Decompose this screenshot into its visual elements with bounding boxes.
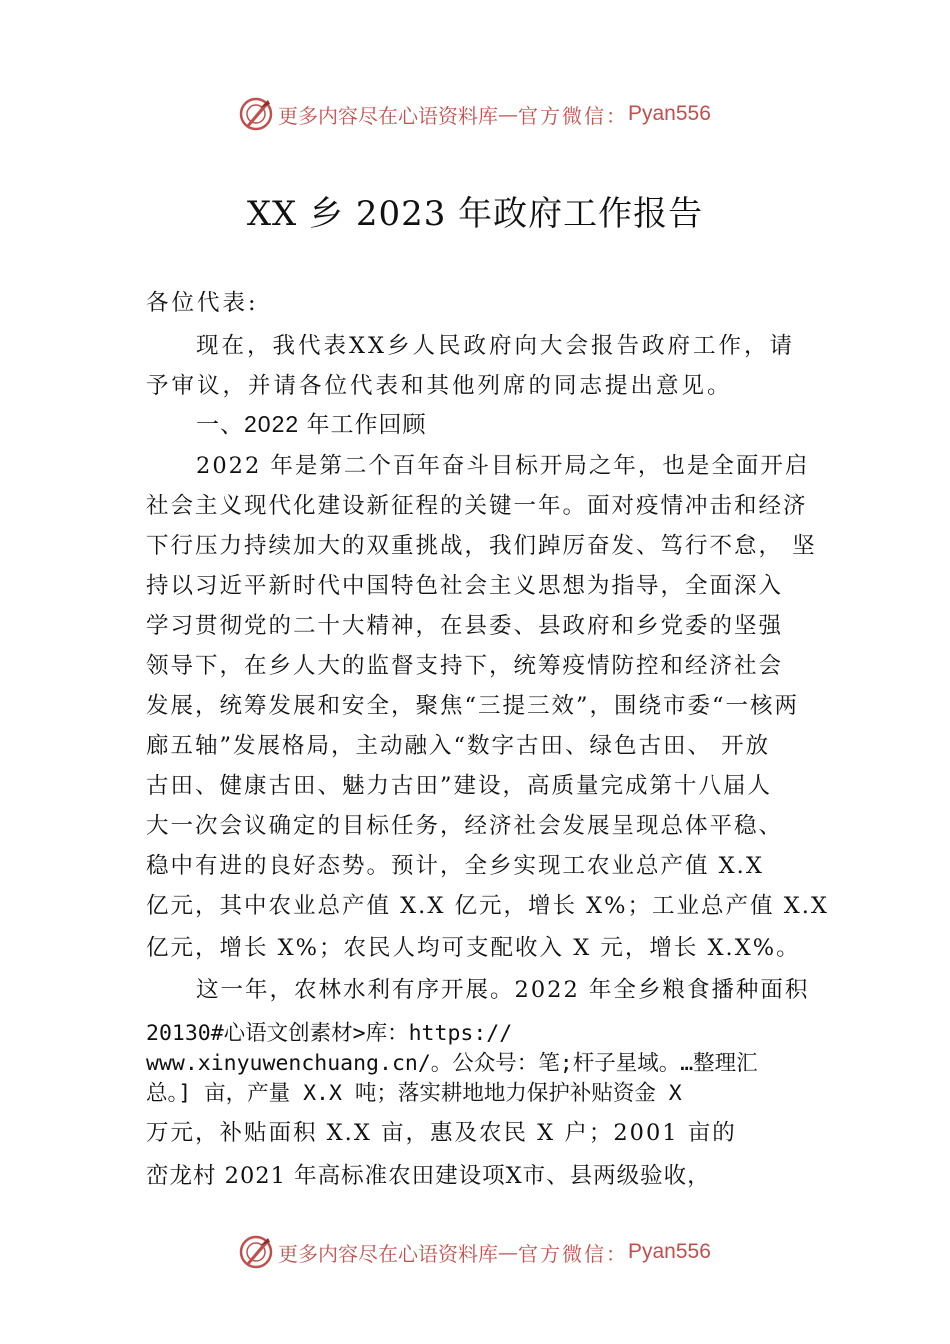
paragraph-line: 现在，我代表XX乡人民政府向大会报告政府工作，请 <box>196 333 796 359</box>
paragraph-line: 20130#心语文创素材>库：https:// <box>146 1021 513 1046</box>
banner-wechat-label: 官方微信： <box>518 1241 628 1266</box>
banner-slogan: 更多内容尽在心语资料库 <box>278 103 498 128</box>
footer-banner <box>238 1232 758 1272</box>
banner-wechat-id: Pyan556 <box>628 1240 711 1263</box>
salutation: 各位代表: <box>146 290 259 316</box>
paragraph-line: www.xinyuwenchuang.cn/。公众号：笔;杆子星域。…整理汇 <box>146 1051 758 1076</box>
section-heading: 一、2022 年工作回顾 <box>196 411 427 437</box>
paragraph-line: 予审议，并请各位代表和其他列席的同志提出意见。 <box>146 373 733 399</box>
paragraph-line: 持以习近平新时代中国特色社会主义思想为指导，全面深入 <box>146 573 784 599</box>
paragraph-line: 这一年，农林水利有序开展。2022 年全乡粮食播种面积 <box>196 977 810 1003</box>
paragraph-line: 峦龙村 2021 年高标准农田建设项X市、县两级验收， <box>146 1163 711 1189</box>
paragraph-line: 2022 年是第二个百年奋斗目标开局之年，也是全面开启 <box>196 453 810 479</box>
document-title: XX 乡 2023 年政府工作报告 <box>246 194 704 234</box>
paragraph-line: 大一次会议确定的目标任务，经济社会发展呈现总体平稳、 <box>146 813 784 839</box>
paragraph-line: 学习贯彻党的二十大精神，在县委、县政府和乡党委的坚强 <box>146 613 784 639</box>
paragraph-line: 廊五轴”发展格局，主动融入“数字古田、绿色古田、 开放 <box>146 733 771 759</box>
paragraph-line: 领导下，在乡人大的监督支持下，统筹疫情防控和经济社会 <box>146 653 784 679</box>
banner-slogan: 更多内容尽在心语资料库 <box>278 1241 498 1266</box>
paragraph-line: 亿元，其中农业总产值 X.X 亿元，增长 X%；工业总产值 X.X <box>146 893 829 919</box>
paragraph-line: 下行压力持续加大的双重挑战，我们踔厉奋发、笃行不怠， 坚 <box>146 533 817 559</box>
banner-wechat-id: Pyan556 <box>628 102 711 125</box>
paragraph-line: 发展，统筹发展和安全，聚焦“三提三效”，围绕市委“一核两 <box>146 693 800 719</box>
paragraph-line: 稳中有进的良好态势。预计，全乡实现工农业总产值 X.X <box>146 853 764 879</box>
paragraph-line: 总。] 亩，产量 X.X 吨；落实耕地地力保护补贴资金 X <box>146 1081 682 1106</box>
banner-wechat-label: 官方微信： <box>518 103 628 128</box>
quill-logo-icon <box>238 1234 274 1270</box>
paragraph-line: 亿元，增长 X%；农民人均可支配收入 X 元，增长 X.X%。 <box>146 935 801 961</box>
quill-logo-icon <box>238 96 274 132</box>
paragraph-line: 古田、健康古田、魅力古田”建设，高质量完成第十八届人 <box>146 773 773 799</box>
paragraph-line: 社会主义现代化建设新征程的关键一年。面对疫情冲击和经济 <box>146 493 808 519</box>
banner-dash: — <box>498 102 518 126</box>
banner-dash: — <box>498 1240 518 1264</box>
paragraph-line: 万元，补贴面积 X.X 亩，惠及农民 X 户；2001 亩的 <box>146 1120 737 1146</box>
header-banner <box>238 94 758 134</box>
